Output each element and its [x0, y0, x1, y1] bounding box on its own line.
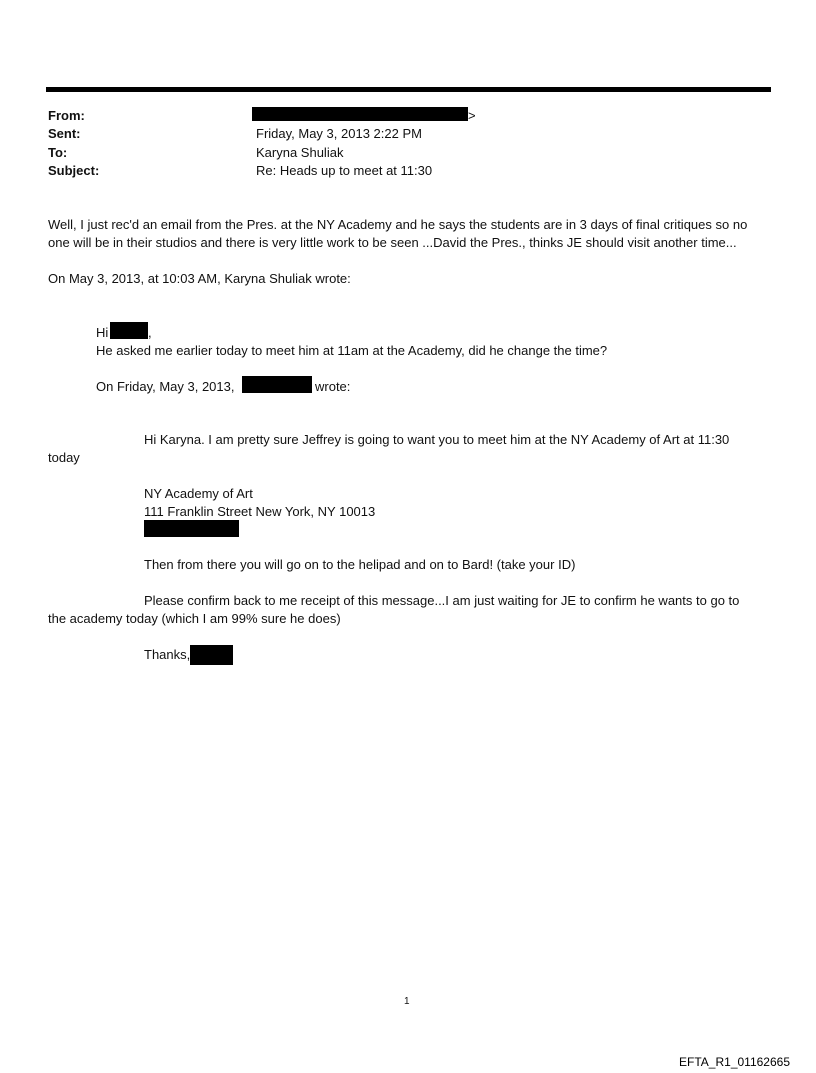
- page-number: 1: [404, 996, 410, 1007]
- from-suffix: >: [468, 108, 476, 123]
- thanks-text: Thanks,: [144, 647, 191, 662]
- quote2-line-1: Hi Karyna. I am pretty sure Jeffrey is going to want you to meet him at the NY Academy of Art at 11:30: [144, 432, 730, 447]
- from-label: From:: [48, 108, 85, 123]
- address-street: 111 Franklin Street New York, NY 10013: [144, 504, 376, 519]
- redacted-signature: [190, 645, 233, 665]
- confirm-line-2: the academy today (which I am 99% sure he does): [48, 611, 341, 626]
- redacted-phone: [144, 520, 239, 537]
- quote1-greeting-prefix: Hi: [96, 325, 109, 340]
- redacted-sender: [252, 107, 468, 121]
- reply-line-1: Well, I just rec'd an email from the Pres. at the NY Academy and he says the students are in 3 days of final critiques so no: [48, 217, 748, 232]
- redacted-sender-name: [242, 376, 312, 393]
- address-name: NY Academy of Art: [144, 486, 253, 501]
- to-label: To:: [48, 145, 68, 160]
- quote1-text: He asked me earlier today to meet him at 11am at the Academy, did he change the time?: [96, 343, 608, 358]
- quote2-line-1-wrap: today: [48, 450, 80, 465]
- reply-line-2: one will be in their studios and there is very little work to be seen ...David the Pres., thinks JE should visit another time...: [48, 235, 737, 250]
- helipad-line: Then from there you will go on to the helipad and on to Bard! (take your ID): [144, 557, 576, 572]
- subject-label: Subject:: [48, 163, 100, 178]
- quote2-header-prefix: On Friday, May 3, 2013,: [96, 379, 235, 394]
- sent-value: Friday, May 3, 2013 2:22 PM: [256, 126, 422, 141]
- document-id: EFTA_R1_01162665: [679, 1055, 790, 1069]
- quote1-header: On May 3, 2013, at 10:03 AM, Karyna Shuliak wrote:: [48, 271, 351, 286]
- redacted-name: [110, 322, 148, 339]
- quote1-greeting-suffix: ,: [148, 325, 152, 340]
- header-divider: [46, 87, 771, 92]
- subject-value: Re: Heads up to meet at 11:30: [256, 163, 433, 178]
- quote2-header-suffix: wrote:: [315, 379, 351, 394]
- sent-label: Sent:: [48, 126, 81, 141]
- confirm-line-1: Please confirm back to me receipt of this message...I am just waiting for JE to confirm he wants to go to: [144, 593, 740, 608]
- to-value: Karyna Shuliak: [256, 145, 344, 160]
